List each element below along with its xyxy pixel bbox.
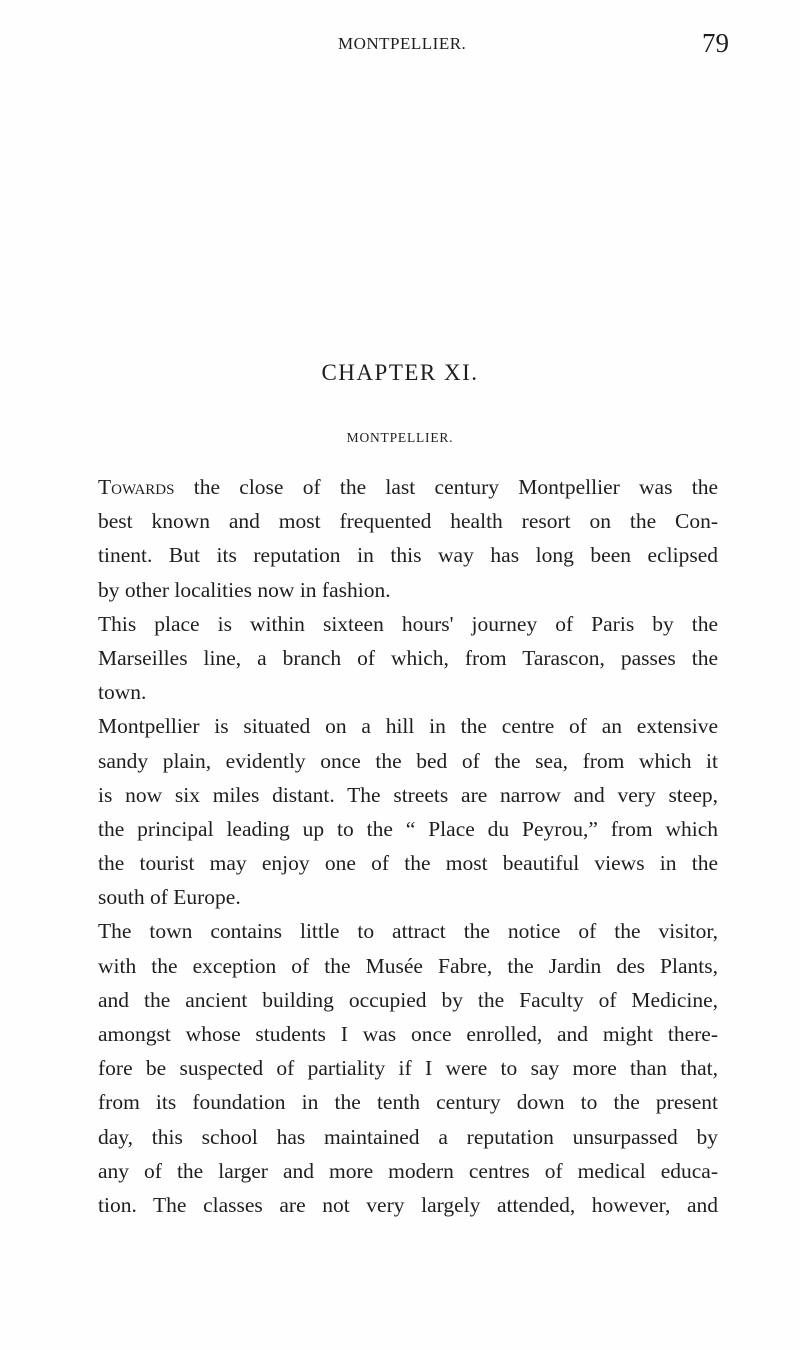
text-line: and the ancient building occupied by the Faculty of Medicine, (98, 987, 718, 1012)
running-header (0, 30, 800, 60)
running-title: MONTPELLIER. (338, 34, 467, 53)
text-line: from its foundation in the tenth century down to the present (98, 1090, 718, 1115)
text-line: Montpellier is situated on a hill in the centre of an extensive (98, 714, 718, 739)
text-line: the tourist may enjoy one of the most beautiful views in the (98, 851, 718, 876)
chapter-subtitle: MONTPELLIER. (346, 430, 454, 445)
text-line: tinent. But its reputation in this way has long been eclipsed (98, 543, 718, 568)
opening-word: Towards (98, 475, 175, 499)
text-line: town. (98, 680, 147, 705)
text-line: amongst whose students I was once enrolled, and might there- (98, 1022, 718, 1046)
text-line: the principal leading up to the “ Place du Peyrou,” from which (98, 816, 718, 841)
text-line: with the exception of the Musée Fabre, the Jardin des Plants, (98, 953, 718, 978)
body-text (98, 470, 718, 1222)
text-line-content: the close of the last century Montpellier was the (193, 475, 718, 499)
text-line: The town contains little to attract the notice of the visitor, (98, 919, 718, 944)
text-line: by other localities now in fashion. (98, 577, 391, 602)
text-line: Marseilles line, a branch of which, from Tarascon, passes the (98, 645, 718, 670)
text-line: best known and most frequented health resort on the Con- (98, 509, 718, 534)
text-line: any of the larger and more modern centres of medical educa- (98, 1158, 718, 1183)
text-line: south of Europe. (98, 885, 241, 910)
text-line: fore be suspected of partiality if I were to say more than that, (98, 1056, 718, 1081)
text-line: sandy plain, evidently once the bed of the sea, from which it (98, 748, 718, 773)
text-line: is now six miles distant. The streets are narrow and very steep, (98, 782, 718, 807)
page-number: 79 (702, 28, 729, 58)
chapter-title: CHAPTER XI. (321, 360, 479, 385)
text-line: This place is within sixteen hours' journey of Paris by the (98, 611, 718, 636)
text-line (98, 470, 718, 504)
text-line: day, this school has maintained a reputation unsurpassed by (98, 1124, 718, 1149)
text-line: tion. The classes are not very largely attended, however, and (98, 1192, 718, 1217)
